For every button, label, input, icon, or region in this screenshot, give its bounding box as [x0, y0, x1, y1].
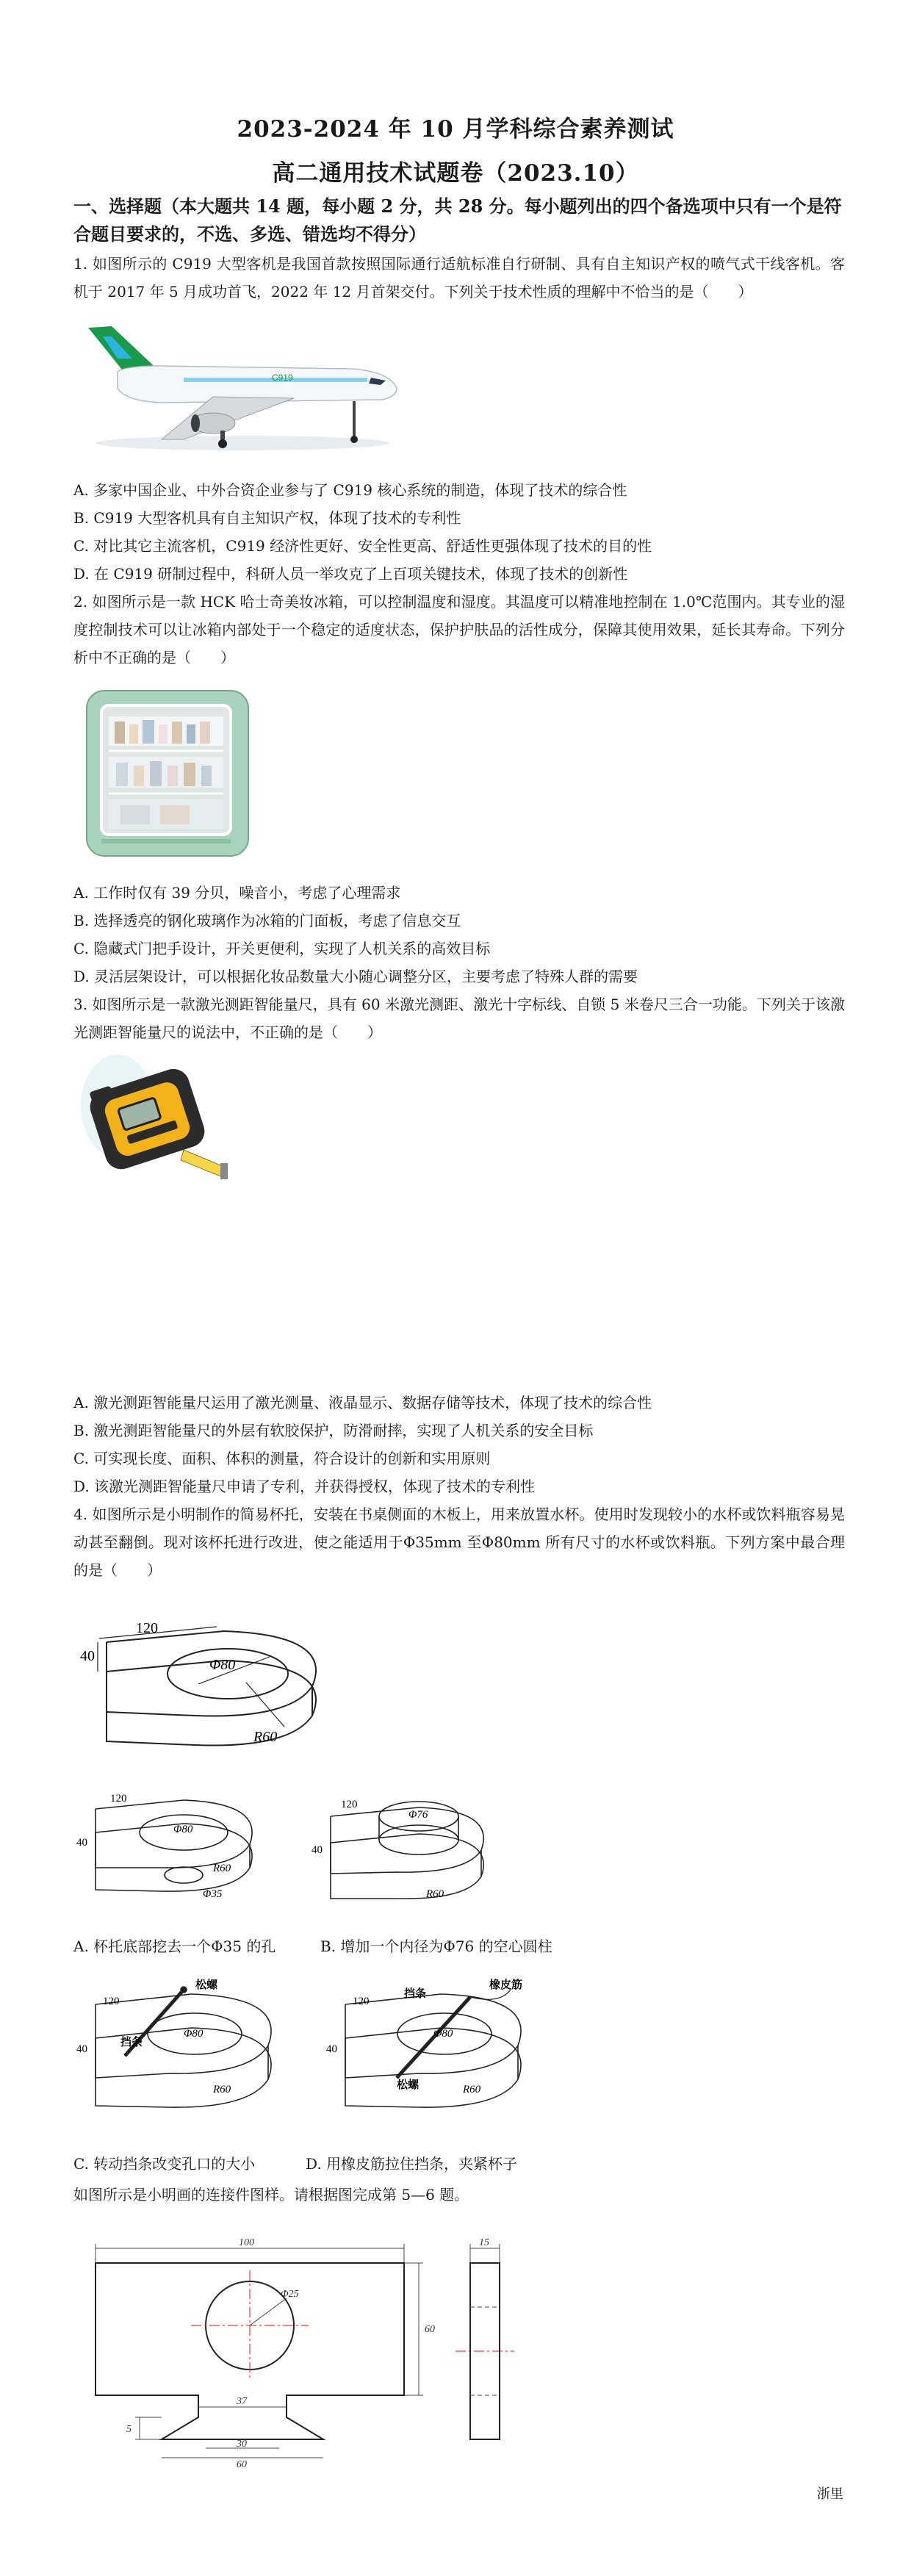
q1-stem: 1. 如图所示的 C919 大型客机是我国首款按照国际通行适航标准自行研制、具有自主知识产权的喷气式干线客机。客机于 2017 年 5 月成功首飞，2022 年 12 月首架交付。下列关于技术性质的理解中不恰当的是（ ）	[73, 255, 845, 301]
exam-subtitle: 高二通用技术试题卷（2023.10）	[272, 160, 639, 187]
connector-drawing-figure	[73, 2234, 529, 2469]
dim-slot-30: 30	[237, 2439, 247, 2450]
q2-option-b: B. 选择透亮的钢化玻璃作为冰箱的门面板，考虑了信息交互	[73, 912, 461, 929]
main-dim-phi80: Φ80	[209, 1657, 236, 1673]
q3-option-b: B. 激光测距智能量尺的外层有软胶保护，防滑耐摔，实现了人机关系的安全目标	[73, 1422, 594, 1439]
b-dim-40: 40	[312, 1844, 323, 1856]
q1-option-d: D. 在 C919 研制过程中，科研人员一举攻克了上百项关键技术，体现了技术的创新性	[73, 565, 628, 583]
q1-option-b: B. C919 大型客机具有自主知识产权，体现了技术的专利性	[73, 509, 461, 527]
c-dim-phi80: Φ80	[184, 2028, 204, 2040]
dim-notch-5: 5	[126, 2424, 132, 2435]
dim-base-60: 60	[237, 2459, 247, 2469]
c-dim-r60: R60	[213, 2084, 231, 2095]
q3-option-d: D. 该激光测距智能量尺申请了专利，并获得授权，体现了技术的专利性	[73, 1478, 536, 1495]
beauty-fridge-image	[79, 683, 256, 860]
q4-option-c: C. 转动挡条改变孔口的大小	[73, 2155, 256, 2173]
c-dim-120: 120	[103, 1996, 120, 2007]
dim-phi25: Φ25	[281, 2289, 299, 2300]
dim-thickness-15: 15	[479, 2237, 489, 2248]
main-dim-120: 120	[136, 1620, 158, 1636]
main-dim-r60: R60	[253, 1729, 278, 1745]
a-dim-40: 40	[76, 1837, 87, 1849]
d-dim-120: 120	[353, 1996, 370, 2007]
q2-option-c: C. 隐藏式门把手设计，开关更便利，实现了人机关系的高效目标	[73, 940, 491, 957]
cup-holder-option-c-figure	[73, 1975, 309, 2137]
a-dim-r60: R60	[213, 1863, 231, 1874]
cup-holder-main-figure	[77, 1616, 356, 1785]
c-label-stop: 挡条	[120, 2037, 143, 2048]
plane-label: C919	[272, 373, 293, 383]
d-label-stop: 挡条	[404, 1988, 427, 2000]
q2-option-d: D. 灵活层架设计，可以根据化妆品数量大小随心调整分区，主要考虑了特殊人群的需要	[73, 968, 638, 985]
q2-option-a: A. 工作时仅有 39 分贝，噪音小，考虑了心理需求	[73, 884, 401, 902]
b-dim-phi76: Φ76	[408, 1809, 428, 1821]
q3-option-c: C. 可实现长度、面积、体积的测量，符合设计的创新和实用原则	[73, 1450, 491, 1467]
a-dim-phi35: Φ35	[203, 1888, 223, 1900]
q3-option-a: A. 激光测距智能量尺运用了激光测量、液晶显示、数据存储等技术，体现了技术的综合性	[73, 1394, 652, 1411]
c-dim-40: 40	[76, 2043, 87, 2055]
d-dim-r60: R60	[463, 2084, 481, 2095]
q4-option-d: D. 用橡皮筋拉住挡条，夹紧杯子	[306, 2155, 518, 2173]
cup-holder-option-d-figure	[323, 1975, 551, 2137]
cup-holder-option-a-figure	[73, 1787, 287, 1919]
a-dim-120: 120	[110, 1793, 127, 1805]
q1-option-a: A. 多家中国企业、中外合资企业参与了 C919 核心系统的制造，体现了技术的综合性	[73, 481, 627, 499]
dim-width-100: 100	[239, 2237, 254, 2248]
page-footer-region: 浙里	[817, 2486, 843, 2502]
b-dim-r60: R60	[426, 1888, 444, 1900]
q2-stem: 2. 如图所示是一款 HCK 哈士奇美妆冰箱，可以控制温度和湿度。其温度可以精准地控制在 1.0℃范围内。其专业的湿度控制技术可以让冰箱内部处于一个稳定的适度状态，保护护肤品的活性成分，保障其使用效果，延长其寿命。下列分析中不正确的是（ ）	[73, 593, 845, 666]
q4-option-a: A. 杯托底部挖去一个Φ35 的孔	[73, 1938, 276, 1955]
q5-6-stem: 如图所示是小明画的连接件图样。请根据图完成第 5—6 题。	[73, 2186, 469, 2203]
q1-option-c: C. 对比其它主流客机，C919 经济性更好、安全性更高、舒适性更强体现了技术的目的性	[73, 537, 652, 555]
q3-stem: 3. 如图所示是一款激光测距智能量尺，具有 60 米激光测距、激光十字标线、自锁 5 米卷尺三合一功能。下列关于该激光测距智能量尺的说法中，不正确的是（ ）	[73, 996, 845, 1041]
a-dim-phi80: Φ80	[173, 1824, 193, 1835]
d-dim-phi80: Φ80	[433, 2028, 453, 2040]
dim-height-60: 60	[425, 2324, 435, 2335]
d-label-band: 橡皮筋	[489, 1979, 523, 1991]
dim-slot-37: 37	[237, 2396, 247, 2407]
main-dim-40: 40	[80, 1648, 95, 1664]
laser-tape-measure-image	[73, 1047, 235, 1187]
section-heading: 一、选择题（本大题共 14 题，每小题 2 分，共 28 分。每小题列出的四个备选项中只有一个是符合题目要求的，不选、多选、错选均不得分）	[73, 195, 842, 245]
q4-option-b: B. 增加一个内径为Φ76 的空心圆柱	[320, 1938, 552, 1955]
exam-title: 2023-2024 年 10 月学科综合素养测试	[237, 116, 674, 143]
cup-holder-option-b-figure	[309, 1787, 514, 1919]
b-dim-120: 120	[341, 1799, 358, 1810]
d-dim-40: 40	[326, 2043, 337, 2055]
c-label-bolt: 松螺	[195, 1979, 218, 1991]
q4-stem: 4. 如图所示是小明制作的简易杯托，安装在书桌侧面的木板上，用来放置水杯。使用时发现较小的水杯或饮料瓶容易晃动甚至翻倒。现对该杯托进行改进，使之能适用于Φ35mm 至Φ80mm 所有尺寸的水杯或饮料瓶。下列方案中最合理的是（ ）	[73, 1505, 845, 1579]
d-label-bolt: 松螺	[397, 2079, 420, 2091]
c919-airplane-image	[73, 314, 411, 461]
